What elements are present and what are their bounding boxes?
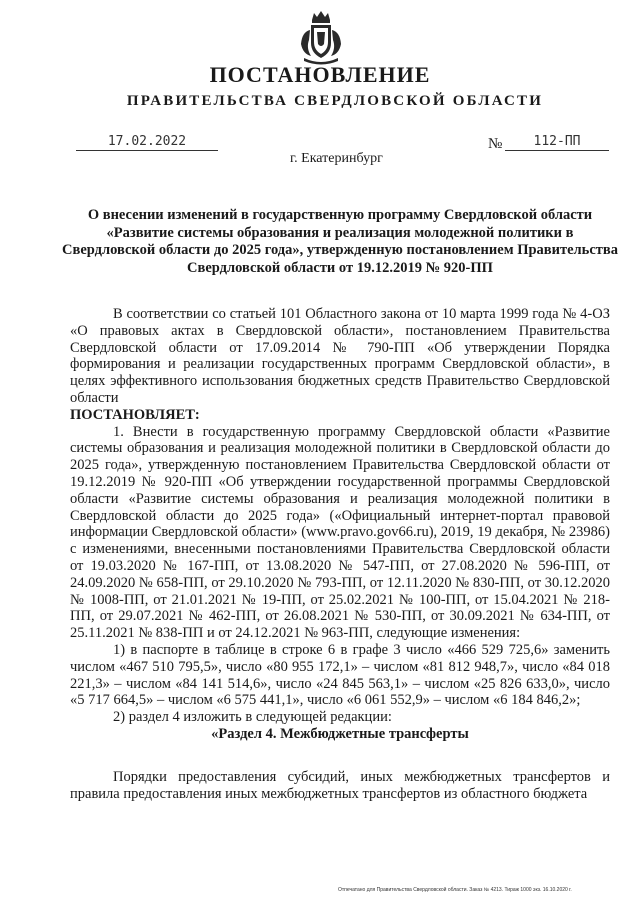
- document-number: 112-ПП: [505, 134, 609, 151]
- document-body: [70, 306, 610, 802]
- number-label: №: [488, 136, 503, 152]
- print-footer: Отпечатано для Правительства Свердловской области. Заказ № 4213. Тираж 1000 экз. 16.10.2020 г.: [338, 887, 572, 893]
- document-title: О внесении изменений в государственную программу Свердловской области «Развитие системы образования и реализация молодежной политики в Свердловской области до 2025 года», утвержденную постановлением Правительства Свердловской области от 19.12.2019 № 920-ПП: [62, 207, 618, 276]
- document-date: 17.02.2022: [76, 134, 218, 151]
- section-4-heading: «Раздел 4. Межбюджетные трансферты: [211, 725, 469, 742]
- subitem-1-paragraph: 1) в паспорте в таблице в строке 6 в графе 3 число «466 529 725,6» заменить числом «467 510 795,5», число «80 955 172,1» – числом «81 812 948,7», число «84 018 221,3» – числом «84 141 514,6», число «24 845 563,1» – числом «25 826 633,0», число «5 717 664,5» – числом «6 575 441,1», число «6 061 552,9» – числом «6 184 846,2»;: [70, 641, 610, 709]
- subitem-2-paragraph: 2) раздел 4 изложить в следующей редакции:: [113, 709, 392, 726]
- document-city: г. Екатеринбург: [290, 151, 383, 166]
- preamble-paragraph: В соответствии со статьей 101 Областного закона от 10 марта 1999 года № 4-ОЗ «О правовых актах в Свердловской области», постановлением Правительства Свердловской области от 17.09.2014 № 790-ПП «Об утверждении Порядка формирования и реализации государственных программ Свердловской области», в целях эффективного использования бюджетных средств Правительство Свердловской области: [70, 306, 610, 406]
- item-1-paragraph: 1. Внести в государственную программу Свердловской области «Развитие системы образования и реализация молодежной политики в Свердловской области до 2025 года», утвержденную постановлением Правительства Свердловской области от 19.12.2019 № 920-ПП «Об утверждении государственной программы Свердловской области «Развитие системы образования и реализация молодежной политики в Свердловской области до 2025 года» («Официальный интернет-портал правовой информации Свердловской области» (www.pravo.gov66.ru), 2019, 19 декабря, № 23986) с изменениями, внесенными постановлениями Правительства Свердловской области от 19.03.2020 № 167-ПП, от 13.08.2020 № 547-ПП, от 27.08.2020 № 596-ПП, от 24.09.2020 № 658-ПП, от 29.10.2020 № 793-ПП, от 12.11.2020 № 830-ПП, от 30.12.2020 № 1008-ПП, от 21.01.2021 № 19-ПП, от 25.02.2021 № 100-ПП, от 15.04.2021 № 218-ПП, от 29.07.2021 № 462-ПП, от 26.08.2021 № 530-ПП, от 30.09.2021 № 634-ПП, от 25.11.2021 № 838-ПП и от 24.12.2021 № 963-ПП, следующие изменения:: [70, 423, 610, 642]
- section-4-paragraph: Порядки предоставления субсидий, иных межбюджетных трансфертов и правила предоставления иных межбюджетных трансфертов из областного бюджета: [70, 768, 610, 802]
- document-type: ПОСТАНОВЛЕНИЕ: [209, 62, 431, 87]
- document-issuer: ПРАВИТЕЛЬСТВА СВЕРДЛОВСКОЙ ОБЛАСТИ: [126, 93, 544, 109]
- resolves-heading: ПОСТАНОВЛЯЕТ:: [70, 406, 200, 423]
- coat-of-arms-icon: [298, 10, 344, 66]
